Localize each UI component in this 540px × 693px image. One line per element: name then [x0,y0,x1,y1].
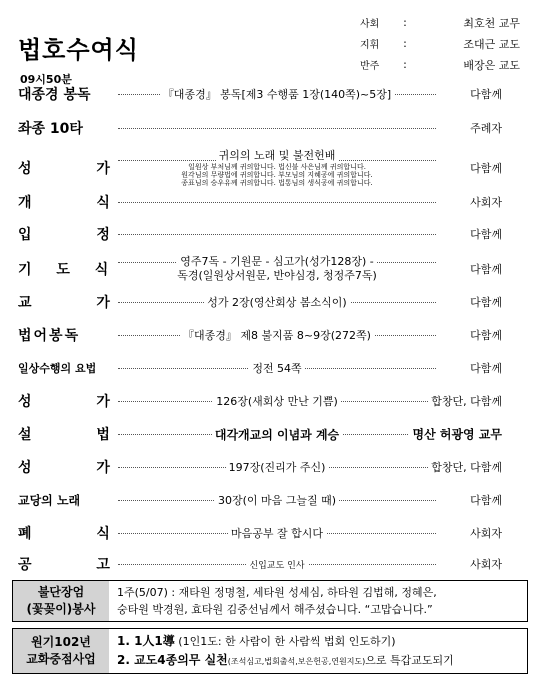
order-row-prayer [18,252,502,286]
leader-dots [118,128,436,129]
order-row-hymn-197 [18,455,502,479]
order-performer: 사회자 [467,556,502,572]
leader-dots [118,234,436,235]
order-content: 영주7독 - 기원문 - 심고가(성가128장) - 독경(일원상서원문, 반야심경, 청정주7독) [177,255,377,282]
order-label: 입 정 [18,227,140,243]
order-row-daily-practice [18,356,502,380]
order-content: 성가 2장(영산회상 봄소식이) [118,290,436,314]
order-performer: 다함께 [467,294,502,310]
order-label: 성 가 [18,460,140,476]
order-label: 성 가 [18,394,140,410]
order-label: 폐 식 [18,526,140,542]
officiant-name: 배장은 교도 [463,58,520,72]
order-content: 대각개교의 이념과 계승 [118,422,436,446]
order-performer: 다함께 [467,261,502,277]
mission-notice [12,628,528,674]
order-label: 좌종 10타 [18,121,83,137]
order-row-dharma-reading [18,323,502,347]
notice-body: 1. 1人1導 (1인1도: 한 사람이 한 사람씩 법회 인도하기) 2. 교도4종의무 실천(조석심고,법회출석,보은헌공,연원지도)으로 특갑교도되기 [117,634,454,667]
officiant-name: 최호천 교무 [463,16,520,30]
order-label: 설 법 [18,427,140,443]
officiant-row [360,33,520,54]
page-title: 법호수여식 [18,36,139,64]
order-row-bell [18,116,502,140]
notice-body: 1주(5/07) : 재타원 정명철, 세타원 성세심, 하타원 김법해, 정혜은, 숭타원 박경원, 효타원 김중선님께서 해주셨습니다. “고맙습니다.” [117,585,437,616]
order-row-announcement [18,552,502,576]
leader-dots [118,202,436,203]
order-label: 대종경 봉독 [18,87,91,103]
order-label: 일상수행의 요법 [18,362,97,375]
colon: : [403,16,407,29]
order-content: 귀의의 노래 및 불전헌배 일원상 부처님께 귀의합니다. 법신불 사은님께 귀의합니다. 원각님의 무량법에 귀의합니다. 부모님의 지혜공에 귀의합니다. 종표님의 승우유께 귀의합니다. 법통님의 생식공에 귀의합니다. [181,149,373,187]
order-performer: 다함께 [467,160,502,176]
order-content: 『대종경』 봉독[제3 수행품 1장(140쪽)~5장] [118,82,436,106]
order-content: 197장(진리가 주신) [118,455,436,479]
order-performer: 다함께 [467,226,502,242]
order-row-opening [18,190,502,214]
order-performer: 주례자 [467,120,502,136]
order-label: 공 고 [18,557,140,573]
notice-heading: 원기102년 교화중점사업 [13,629,109,673]
order-row-anthem [18,290,502,314]
order-performer: 명산 허광영 교무 [409,426,502,443]
order-content: 신입교도 인사 [118,552,436,576]
order-row-scripture [18,82,502,106]
order-label: 성 가 [18,161,140,177]
officiant-row [360,54,520,75]
officiant-name: 조대근 교도 [463,37,520,51]
order-content: 126장(새회상 만난 기쁨) [118,389,436,413]
order-performer: 사회자 [467,525,502,541]
order-label: 법어봉독 [18,328,81,344]
order-row-hymn-refuge [18,148,502,188]
order-content: 『대종경』 제8 불지품 8~9장(272쪽) [118,323,436,347]
order-row-hymn-126 [18,389,502,413]
order-performer: 합창단, 다함께 [428,459,502,475]
order-performer: 다함께 [467,327,502,343]
colon: : [403,58,407,71]
order-label: 교 가 [18,295,140,311]
order-performer: 사회자 [467,194,502,210]
officiant-role: 지휘 [360,40,380,51]
order-performer: 다함께 [467,360,502,376]
officiants-list [360,12,520,75]
order-performer: 다함께 [467,86,502,102]
order-row-temple-song [18,488,502,512]
order-label: 개 식 [18,195,140,211]
officiant-role: 사회 [360,19,380,30]
order-label: 기 도 식 [18,262,119,278]
order-content: 마음공부 잘 합시다 [118,521,436,545]
order-row-sermon [18,422,502,446]
order-performer: 다함께 [467,492,502,508]
order-row-closing [18,521,502,545]
order-content: 정전 54쪽 [118,356,436,380]
officiant-row [360,12,520,33]
colon: : [403,37,407,50]
notice-heading: 불단장엄 (꽃꽂이)봉사 [13,581,109,621]
start-time: 09시50분 [20,73,72,86]
order-performer: 합창단, 다함께 [428,393,502,409]
order-row-meditation [18,222,502,246]
order-content: 30장(이 마음 그늘질 때) [118,488,436,512]
flower-service-notice [12,580,528,622]
officiant-role: 반주 [360,61,380,72]
order-label: 교당의 노래 [18,493,81,508]
